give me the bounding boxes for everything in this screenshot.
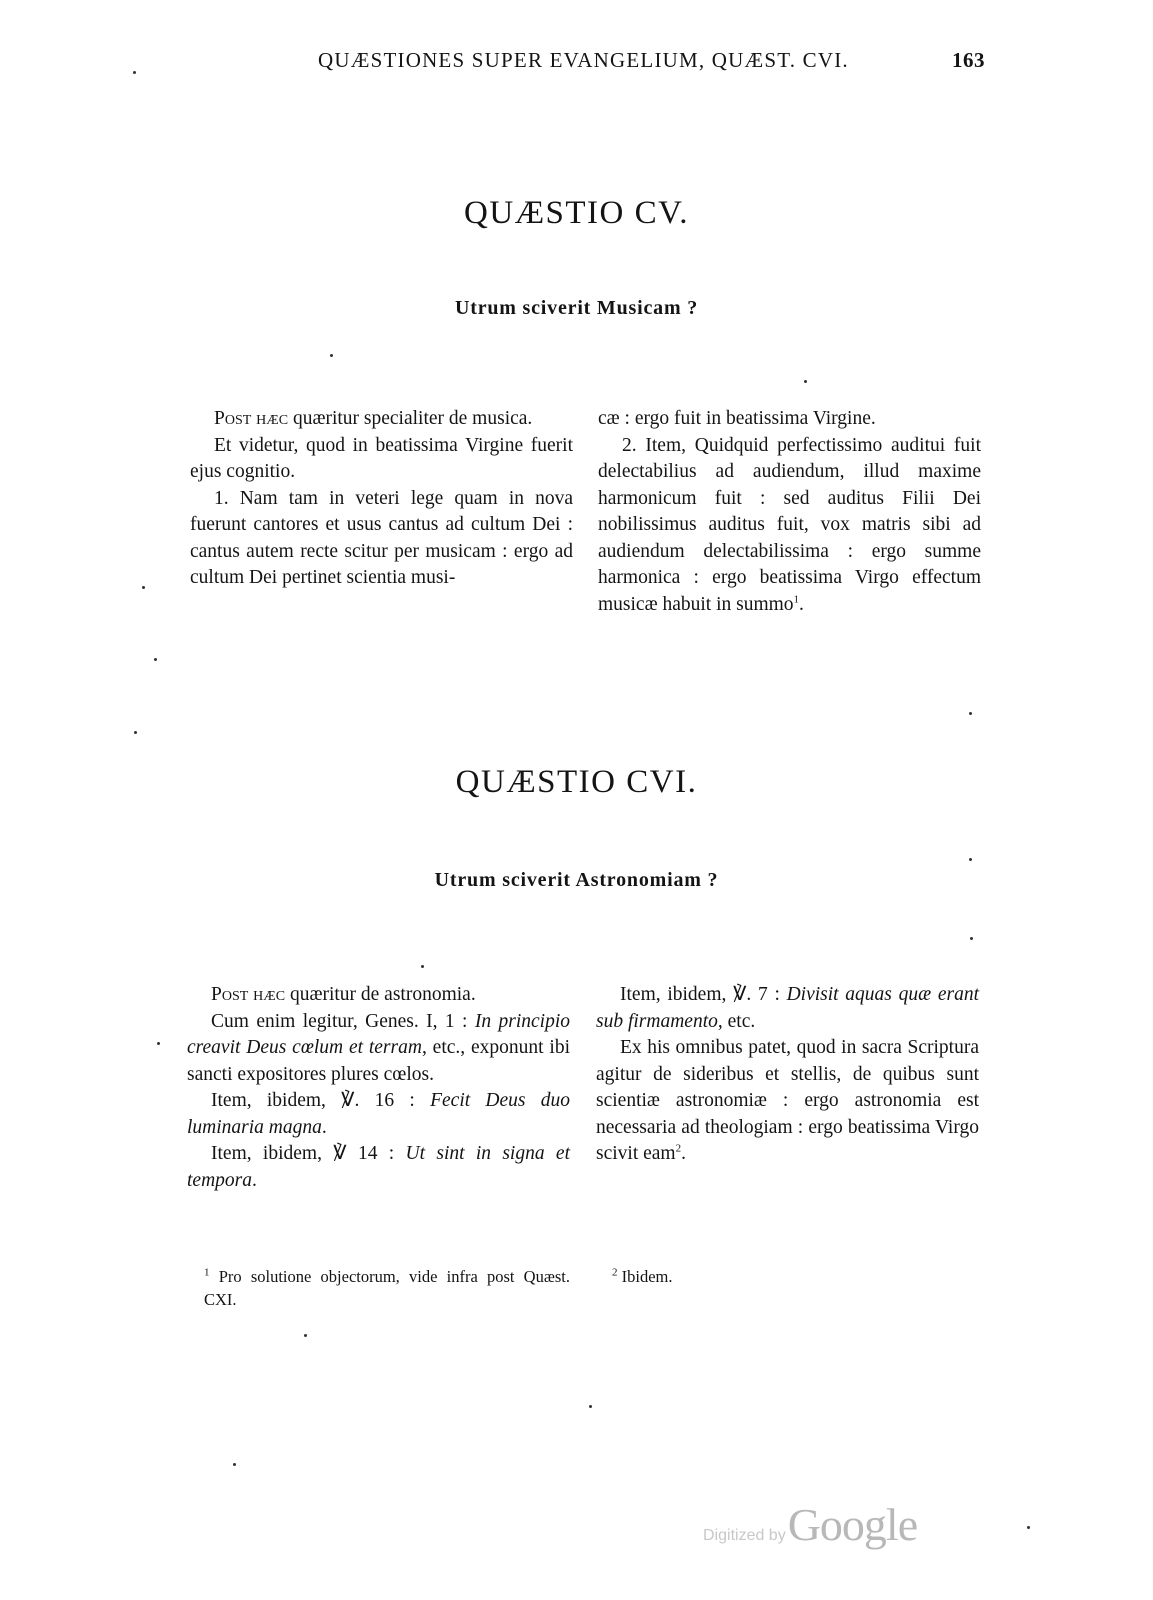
paragraph: Et videtur, quod in beatissima Virgine fuerit ejus cognitio. [190,434,573,482]
scan-speck [330,354,333,357]
footnote-mark: 1 [204,1266,210,1279]
scan-speck [969,858,972,861]
scan-speck [133,71,136,74]
question-106-right-column [596,982,979,1168]
paragraph [596,982,979,1035]
scripture-quote: Ut sint in signa et tempora [187,1143,571,1191]
paragraph-text: quæritur specialiter de musica. [288,408,533,429]
paragraph [187,982,570,1009]
scan-speck [970,937,973,940]
scripture-quote: Divisit aquas quæ erant sub firmamento [596,984,979,1032]
scan-speck [969,712,972,715]
scan-speck [1027,1526,1030,1529]
paragraph-end: . [681,1143,686,1164]
small-caps-opening: Post hæc [214,408,289,429]
scripture-quote: In principio creavit Deus cœlum et terram [187,1010,570,1058]
watermark-prefix: Digitized by [703,1527,786,1544]
page-number: 163 [952,48,985,72]
paragraph-text: Item, ibidem, ℣. 16 : [211,1090,431,1111]
paragraph [190,406,573,433]
question-105-subtitle: Utrum sciverit Musicam ? [454,297,699,319]
question-105-right-column [598,406,981,618]
paragraph-text: . [321,1116,327,1138]
paragraph: cæ : ergo fuit in beatissima Virgine. [598,408,876,429]
scripture-quote: Fecit Deus duo luminaria magna [187,1090,570,1138]
scan-speck [154,658,157,661]
paragraph-text: Ex his omnibus patet, quod in sacra Scriptura agitur de sideribus et stellis, de quibus sunt scientiæ astronomiæ : ergo astronomia est necessaria ad theologiam : ergo beatissima Virgo scivit eam [596,1037,979,1164]
paragraph-end: . [799,593,804,615]
paragraph [187,1141,570,1194]
google-logo: Google [787,1499,918,1550]
paragraph: 1. Nam tam in veteri lege quam in nova fuerunt cantores et usus cantus ad cultum Dei : cantus autem recte scitur per musicam : ergo ad cultum Dei pertinet scientia musi- [190,487,573,588]
paragraph [598,433,981,619]
paragraph [187,1009,570,1089]
footnote-mark: 2 [612,1266,618,1279]
scan-speck [233,1463,236,1466]
paragraph-text: . [252,1169,257,1191]
scan-speck [421,965,424,968]
scan-speck [142,586,145,589]
question-106-title: QUÆSTIO CVI. [455,764,698,800]
footnote-text [612,1265,978,1288]
running-title: QUÆSTIONES SUPER EVANGELIUM, QUÆST. CVI. [318,48,849,72]
footnote-right [612,1265,978,1288]
paragraph-text: Item, ibidem, ℣ 14 : [211,1143,406,1164]
digitized-by-google-watermark [703,1498,917,1551]
paragraph-text: , etc., exponunt ibi sancti expositores plures cœlos. [187,1037,571,1085]
paragraph [596,1035,979,1168]
question-106-left-column [187,982,570,1194]
footnote-body: Pro solutione objectorum, vide infra post Quæst. CXI. [204,1267,570,1309]
scan-speck [134,731,137,734]
paragraph-text: , etc. [717,1010,756,1032]
small-caps-opening: Post hæc [211,984,286,1005]
paragraph-text: Cum enim legitur, Genes. I, 1 : [211,1010,475,1032]
paragraph-text: Item, ibidem, ℣. 7 : [620,984,787,1005]
footnote-text [204,1265,570,1311]
scan-speck [589,1405,592,1408]
question-105-left-column [190,406,573,592]
scan-speck [804,380,807,383]
question-105-title: QUÆSTIO CV. [464,195,689,231]
scan-speck [304,1334,307,1337]
paragraph [187,1088,570,1141]
question-106-subtitle: Utrum sciverit Astronomiam ? [434,869,719,891]
footnote-left [204,1265,570,1311]
footnote-body: Ibidem. [617,1267,673,1286]
footnote-reference: 1 [793,593,800,605]
footnote-reference: 2 [675,1142,682,1155]
paragraph-text: 2. Item, Quidquid perfectissimo auditui fuit delectabilius ad audiendum, illud maxime harmonicum fuit : sed auditus Filii Dei nobilissimus auditus fuit, vox matris sibi ad audiendum delectabilissima : ergo summe harmonica : ergo beatissima Virgo effectum musicæ habuit in summo [598,434,981,615]
scan-speck [157,1042,160,1045]
paragraph-text: quæritur de astronomia. [285,984,476,1005]
